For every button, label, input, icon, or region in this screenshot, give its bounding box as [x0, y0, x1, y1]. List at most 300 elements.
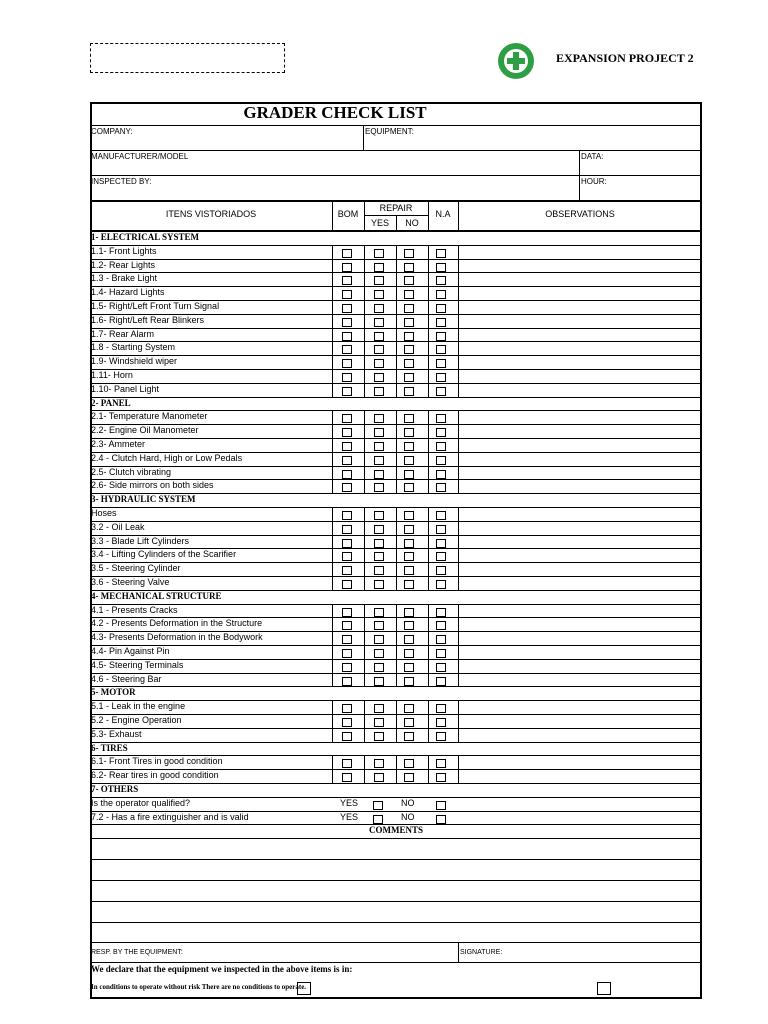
question-label: Is the operator qualified? [91, 798, 191, 808]
column-divider [458, 521, 459, 535]
column-divider [458, 328, 459, 342]
checklist-item-label: 1.3 - Brake Light [91, 273, 158, 283]
placeholder-box [90, 43, 285, 73]
bom-checkbox[interactable] [342, 704, 352, 713]
bom-checkbox[interactable] [342, 677, 352, 686]
section-title: 4- MECHANICAL STRUCTURE [91, 590, 222, 601]
column-divider [458, 341, 459, 355]
na-checkbox[interactable] [436, 290, 446, 299]
bom-checkbox[interactable] [342, 663, 352, 672]
yes-label: YES [340, 798, 359, 808]
row-divider [90, 962, 702, 963]
column-divider [396, 355, 397, 369]
na-checkbox[interactable] [436, 552, 446, 561]
equipment-label: EQUIPMENT: [365, 127, 414, 136]
repair-yes-checkbox[interactable] [374, 759, 384, 768]
column-divider [364, 617, 365, 631]
repair-yes-checkbox[interactable] [374, 332, 384, 341]
repair-no-checkbox[interactable] [404, 608, 414, 617]
repair-no-checkbox[interactable] [404, 387, 414, 396]
column-divider [396, 466, 397, 480]
column-divider [458, 438, 459, 452]
repair-no-checkbox[interactable] [404, 456, 414, 465]
column-divider [332, 424, 333, 438]
comment-line[interactable] [90, 859, 702, 860]
na-checkbox[interactable] [436, 387, 446, 396]
column-divider [396, 245, 397, 259]
repair-yes-checkbox[interactable] [374, 428, 384, 437]
repair-yes-checkbox[interactable] [374, 539, 384, 548]
na-checkbox[interactable] [436, 608, 446, 617]
bom-checkbox[interactable] [342, 318, 352, 327]
column-divider [428, 259, 429, 273]
repair-yes-checkbox[interactable] [374, 677, 384, 686]
checklist-item-label: 4.5- Steering Terminals [91, 660, 184, 670]
bom-checkbox[interactable] [342, 525, 352, 534]
column-divider [364, 700, 365, 714]
column-divider [332, 521, 333, 535]
na-checkbox[interactable] [436, 276, 446, 285]
column-divider [458, 714, 459, 728]
repair-no-checkbox[interactable] [404, 263, 414, 272]
checklist-item-label: 5.2 - Engine Operation [91, 715, 182, 725]
checklist-item-label: 1.11- Horn [91, 370, 133, 380]
column-divider [428, 466, 429, 480]
column-divider [364, 769, 365, 783]
repair-no-checkbox[interactable] [404, 442, 414, 451]
bom-checkbox[interactable] [342, 539, 352, 548]
signature-label: SIGNATURE: [460, 949, 503, 956]
column-divider [332, 673, 333, 687]
bom-checkbox[interactable] [342, 414, 352, 423]
repair-yes-checkbox[interactable] [374, 345, 384, 354]
column-divider [396, 714, 397, 728]
repair-no-checkbox[interactable] [404, 290, 414, 299]
na-checkbox[interactable] [436, 649, 446, 658]
repair-no-checkbox[interactable] [404, 759, 414, 768]
repair-yes-checkbox[interactable] [374, 773, 384, 782]
bom-checkbox[interactable] [342, 511, 352, 520]
column-divider [396, 452, 397, 466]
repair-no-checkbox[interactable] [404, 511, 414, 520]
column-divider [396, 645, 397, 659]
repair-no-checkbox[interactable] [404, 359, 414, 368]
column-divider [396, 410, 397, 424]
column-divider [396, 755, 397, 769]
conditions-ok-checkbox[interactable] [597, 982, 611, 995]
repair-no-checkbox[interactable] [404, 470, 414, 479]
column-divider [396, 659, 397, 673]
repair-no-checkbox[interactable] [404, 677, 414, 686]
bom-checkbox[interactable] [342, 442, 352, 451]
na-checkbox[interactable] [436, 373, 446, 382]
column-divider [428, 383, 429, 397]
column-divider [428, 576, 429, 590]
column-divider [428, 700, 429, 714]
na-checkbox[interactable] [436, 359, 446, 368]
checklist-item-label: 2.4 - Clutch Hard, High or Low Pedals [91, 453, 243, 463]
column-divider [458, 942, 459, 962]
na-checkbox[interactable] [436, 663, 446, 672]
bom-checkbox[interactable] [342, 470, 352, 479]
hour-label: HOUR: [581, 177, 607, 186]
column-divider [428, 645, 429, 659]
project-name: EXPANSION PROJECT 2 [556, 51, 694, 65]
checklist-item-label: 6.1- Front Tires in good condition [91, 756, 223, 766]
bom-checkbox[interactable] [342, 428, 352, 437]
repair-no-checkbox[interactable] [404, 332, 414, 341]
column-divider [396, 769, 397, 783]
form-title: GRADER CHECK LIST [243, 103, 427, 122]
column-divider [364, 645, 365, 659]
na-checkbox[interactable] [436, 428, 446, 437]
col-bom: BOM [337, 209, 359, 219]
column-divider [428, 424, 429, 438]
repair-no-checkbox[interactable] [404, 580, 414, 589]
column-divider [332, 659, 333, 673]
column-divider [428, 438, 429, 452]
bom-checkbox[interactable] [342, 483, 352, 492]
yes-label: YES [340, 812, 359, 822]
bom-checkbox[interactable] [342, 635, 352, 644]
repair-yes-checkbox[interactable] [374, 718, 384, 727]
bom-checkbox[interactable] [342, 456, 352, 465]
column-divider [428, 369, 429, 383]
na-checkbox[interactable] [436, 318, 446, 327]
na-checkbox[interactable] [436, 732, 446, 741]
na-checkbox[interactable] [436, 249, 446, 258]
checklist-item-label: 6.2- Rear tires in good condition [91, 770, 219, 780]
column-divider [458, 755, 459, 769]
column-divider [428, 410, 429, 424]
comment-line[interactable] [90, 942, 702, 943]
checklist-item-label: 4.2 - Presents Deformation in the Structure [91, 618, 263, 628]
declaration-text: We declare that the equipment we inspected in the above items is in: [91, 964, 353, 974]
column-divider [458, 300, 459, 314]
na-checkbox[interactable] [436, 525, 446, 534]
column-divider [428, 769, 429, 783]
repair-no-checkbox[interactable] [404, 345, 414, 354]
resp-label: RESP. BY THE EQUIPMENT: [91, 949, 183, 956]
repair-no-checkbox[interactable] [404, 276, 414, 285]
bom-checkbox[interactable] [342, 387, 352, 396]
yes-checkbox[interactable] [373, 801, 383, 810]
repair-no-checkbox[interactable] [404, 635, 414, 644]
repair-no-checkbox[interactable] [404, 773, 414, 782]
checklist-item-label: 5.1 - Leak in the engine [91, 701, 186, 711]
column-divider [396, 479, 397, 493]
repair-yes-checkbox[interactable] [374, 414, 384, 423]
column-divider [428, 272, 429, 286]
bom-checkbox[interactable] [342, 759, 352, 768]
column-divider [458, 562, 459, 576]
column-divider [364, 355, 365, 369]
data-label: DATA: [581, 152, 604, 161]
column-divider [364, 438, 365, 452]
column-divider [458, 631, 459, 645]
column-divider [332, 300, 333, 314]
safety-cross-logo [497, 42, 535, 80]
bom-checkbox[interactable] [342, 566, 352, 575]
column-divider [332, 576, 333, 590]
checklist-item-label: 2.2- Engine Oil Manometer [91, 425, 199, 435]
repair-yes-checkbox[interactable] [374, 290, 384, 299]
checklist-item-label: 1.1- Front Lights [91, 246, 157, 256]
no-label: NO [401, 798, 415, 808]
repair-yes-checkbox[interactable] [374, 663, 384, 672]
na-checkbox[interactable] [436, 511, 446, 520]
repair-yes-checkbox[interactable] [374, 276, 384, 285]
bom-checkbox[interactable] [342, 332, 352, 341]
repair-no-checkbox[interactable] [404, 525, 414, 534]
na-checkbox[interactable] [436, 704, 446, 713]
column-divider [364, 300, 365, 314]
column-divider [364, 728, 365, 742]
column-divider [332, 355, 333, 369]
bom-checkbox[interactable] [342, 649, 352, 658]
bom-checkbox[interactable] [342, 276, 352, 285]
na-checkbox[interactable] [436, 635, 446, 644]
bom-checkbox[interactable] [342, 580, 352, 589]
repair-yes-checkbox[interactable] [374, 566, 384, 575]
question-label: 7.2 - Has a fire extinguisher and is valid [91, 812, 249, 822]
na-checkbox[interactable] [436, 414, 446, 423]
repair-yes-checkbox[interactable] [374, 608, 384, 617]
yes-checkbox[interactable] [373, 815, 383, 824]
column-divider [396, 604, 397, 618]
col-repair: REPAIR [379, 203, 413, 213]
column-divider [332, 314, 333, 328]
bom-checkbox[interactable] [342, 359, 352, 368]
bom-checkbox[interactable] [342, 249, 352, 258]
bom-checkbox[interactable] [342, 290, 352, 299]
column-divider [396, 300, 397, 314]
bom-checkbox[interactable] [342, 773, 352, 782]
column-divider [364, 341, 365, 355]
repair-no-checkbox[interactable] [404, 483, 414, 492]
checklist-item-label: 1.2- Rear Lights [91, 260, 156, 270]
column-divider [364, 631, 365, 645]
row-divider [90, 397, 702, 398]
repair-yes-checkbox[interactable] [374, 483, 384, 492]
repair-no-checkbox[interactable] [404, 621, 414, 630]
na-checkbox[interactable] [436, 773, 446, 782]
repair-yes-checkbox[interactable] [374, 621, 384, 630]
column-divider [396, 286, 397, 300]
column-divider [332, 769, 333, 783]
bom-checkbox[interactable] [342, 373, 352, 382]
na-checkbox[interactable] [436, 566, 446, 575]
column-divider [396, 341, 397, 355]
repair-no-checkbox[interactable] [404, 552, 414, 561]
no-conditions-checkbox[interactable] [297, 982, 311, 995]
repair-no-checkbox[interactable] [404, 663, 414, 672]
repair-no-checkbox[interactable] [404, 414, 414, 423]
no-checkbox[interactable] [436, 801, 446, 810]
manufacturer-label: MANUFACTURER/MODEL [91, 152, 189, 161]
column-divider [364, 466, 365, 480]
column-divider [458, 452, 459, 466]
column-divider [396, 548, 397, 562]
column-divider [428, 714, 429, 728]
column-divider [458, 410, 459, 424]
column-divider [428, 286, 429, 300]
repair-yes-checkbox[interactable] [374, 359, 384, 368]
col-items: ITENS VISTORIADOS [165, 209, 257, 219]
column-divider [396, 328, 397, 342]
repair-yes-checkbox[interactable] [374, 704, 384, 713]
bom-checkbox[interactable] [342, 732, 352, 741]
repair-yes-checkbox[interactable] [374, 304, 384, 313]
bom-checkbox[interactable] [342, 608, 352, 617]
checklist-item-label: 1.4- Hazard Lights [91, 287, 165, 297]
bom-checkbox[interactable] [342, 263, 352, 272]
column-divider [364, 479, 365, 493]
column-divider [458, 286, 459, 300]
column-divider [428, 631, 429, 645]
bom-checkbox[interactable] [342, 345, 352, 354]
column-divider [364, 659, 365, 673]
checklist-item-label: 4.3- Presents Deformation in the Bodywork [91, 632, 263, 642]
column-divider [332, 341, 333, 355]
checklist-item-label: 1.10- Panel Light [91, 384, 160, 394]
comment-line[interactable] [90, 880, 702, 881]
repair-no-checkbox[interactable] [404, 304, 414, 313]
repair-no-checkbox[interactable] [404, 249, 414, 258]
checklist-item-label: 1.6- Right/Left Rear Blinkers [91, 315, 205, 325]
section-title: 7- OTHERS [91, 784, 139, 794]
na-checkbox[interactable] [436, 345, 446, 354]
column-divider [396, 259, 397, 273]
column-divider [332, 714, 333, 728]
repair-yes-checkbox[interactable] [374, 373, 384, 382]
checklist-item-label: 1.9- Windshield wiper [91, 356, 178, 366]
column-divider [458, 479, 459, 493]
column-divider [396, 272, 397, 286]
column-divider [364, 424, 365, 438]
repair-no-checkbox[interactable] [404, 718, 414, 727]
column-divider [458, 617, 459, 631]
repair-no-checkbox[interactable] [404, 539, 414, 548]
repair-yes-checkbox[interactable] [374, 580, 384, 589]
repair-yes-checkbox[interactable] [374, 249, 384, 258]
column-divider [458, 576, 459, 590]
repair-no-checkbox[interactable] [404, 373, 414, 382]
na-checkbox[interactable] [436, 580, 446, 589]
column-divider [332, 507, 333, 521]
column-divider [428, 659, 429, 673]
column-divider [396, 576, 397, 590]
repair-no-checkbox[interactable] [404, 704, 414, 713]
column-divider [458, 383, 459, 397]
repair-yes-checkbox[interactable] [374, 649, 384, 658]
na-checkbox[interactable] [436, 470, 446, 479]
na-checkbox[interactable] [436, 483, 446, 492]
column-divider [364, 383, 365, 397]
column-divider [364, 673, 365, 687]
repair-yes-checkbox[interactable] [374, 442, 384, 451]
comment-line[interactable] [90, 901, 702, 902]
na-checkbox[interactable] [436, 539, 446, 548]
condition-text: In conditions to operate without risk There are no conditions to operate. [91, 983, 307, 991]
column-divider [458, 659, 459, 673]
column-divider [332, 728, 333, 742]
column-divider [396, 438, 397, 452]
na-checkbox[interactable] [436, 442, 446, 451]
column-divider [396, 314, 397, 328]
column-divider [396, 507, 397, 521]
column-divider [428, 521, 429, 535]
repair-no-checkbox[interactable] [404, 732, 414, 741]
repair-yes-checkbox[interactable] [374, 263, 384, 272]
column-divider [364, 521, 365, 535]
bom-checkbox[interactable] [342, 718, 352, 727]
column-divider [428, 341, 429, 355]
column-divider [332, 452, 333, 466]
repair-yes-checkbox[interactable] [374, 552, 384, 561]
repair-yes-checkbox[interactable] [374, 470, 384, 479]
repair-no-checkbox[interactable] [404, 566, 414, 575]
column-divider [364, 245, 365, 259]
repair-yes-checkbox[interactable] [374, 525, 384, 534]
column-divider [458, 314, 459, 328]
repair-yes-checkbox[interactable] [374, 387, 384, 396]
bom-checkbox[interactable] [342, 304, 352, 313]
col-na: N.A [435, 209, 451, 219]
no-checkbox[interactable] [436, 815, 446, 824]
column-divider [428, 314, 429, 328]
repair-no-checkbox[interactable] [404, 649, 414, 658]
repair-yes-checkbox[interactable] [374, 456, 384, 465]
col-repair-no: NO [405, 218, 419, 228]
column-divider [364, 286, 365, 300]
repair-yes-checkbox[interactable] [374, 732, 384, 741]
column-divider [364, 369, 365, 383]
column-divider [458, 272, 459, 286]
na-checkbox[interactable] [436, 718, 446, 727]
na-checkbox[interactable] [436, 621, 446, 630]
no-label: NO [401, 812, 415, 822]
column-divider [332, 383, 333, 397]
na-checkbox[interactable] [436, 759, 446, 768]
section-title: 6- TIRES [91, 742, 128, 753]
column-divider [458, 673, 459, 687]
column-divider [364, 714, 365, 728]
na-checkbox[interactable] [436, 677, 446, 686]
repair-yes-checkbox[interactable] [374, 511, 384, 520]
checklist-item-label: 2.1- Temperature Manometer [91, 411, 208, 421]
checklist-item-label: 3.4 - Lifting Cylinders of the Scarifier [91, 549, 237, 559]
repair-yes-checkbox[interactable] [374, 318, 384, 327]
column-divider [364, 604, 365, 618]
repair-no-checkbox[interactable] [404, 318, 414, 327]
col-observations: OBSERVATIONS [545, 209, 615, 219]
column-divider [396, 631, 397, 645]
col-repair-yes: YES [370, 218, 389, 228]
bom-checkbox[interactable] [342, 552, 352, 561]
na-checkbox[interactable] [436, 304, 446, 313]
bom-checkbox[interactable] [342, 621, 352, 630]
na-checkbox[interactable] [436, 332, 446, 341]
na-checkbox[interactable] [436, 263, 446, 272]
comment-line[interactable] [90, 922, 702, 923]
column-divider [332, 328, 333, 342]
repair-yes-checkbox[interactable] [374, 635, 384, 644]
repair-no-checkbox[interactable] [404, 428, 414, 437]
na-checkbox[interactable] [436, 456, 446, 465]
inspected-by-label: INSPECTED BY: [91, 177, 152, 186]
column-divider [396, 521, 397, 535]
